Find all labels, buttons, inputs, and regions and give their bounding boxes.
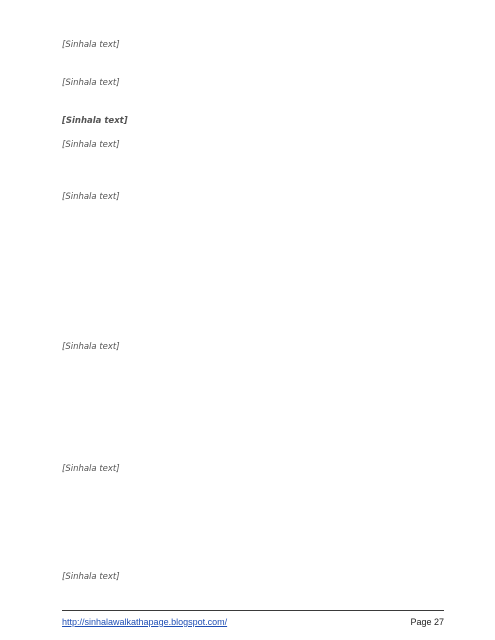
paragraph-7: [Sinhala text] bbox=[62, 464, 120, 474]
paragraph-2: [Sinhala text] bbox=[62, 78, 120, 88]
paragraph-8: [Sinhala text] bbox=[62, 572, 120, 582]
paragraph-3: [Sinhala text] bbox=[62, 116, 128, 126]
paragraph-1: [Sinhala text] bbox=[62, 40, 120, 50]
paragraph-5: [Sinhala text] bbox=[62, 192, 120, 202]
blog-link[interactable]: http://sinhalawalkathapage.blogspot.com/ bbox=[62, 617, 228, 627]
page-footer bbox=[62, 610, 444, 627]
page-body bbox=[62, 38, 442, 622]
paragraph-6: [Sinhala text] bbox=[62, 342, 120, 352]
page-number: Page 27 bbox=[410, 617, 444, 627]
paragraph-4: [Sinhala text] bbox=[62, 140, 120, 150]
